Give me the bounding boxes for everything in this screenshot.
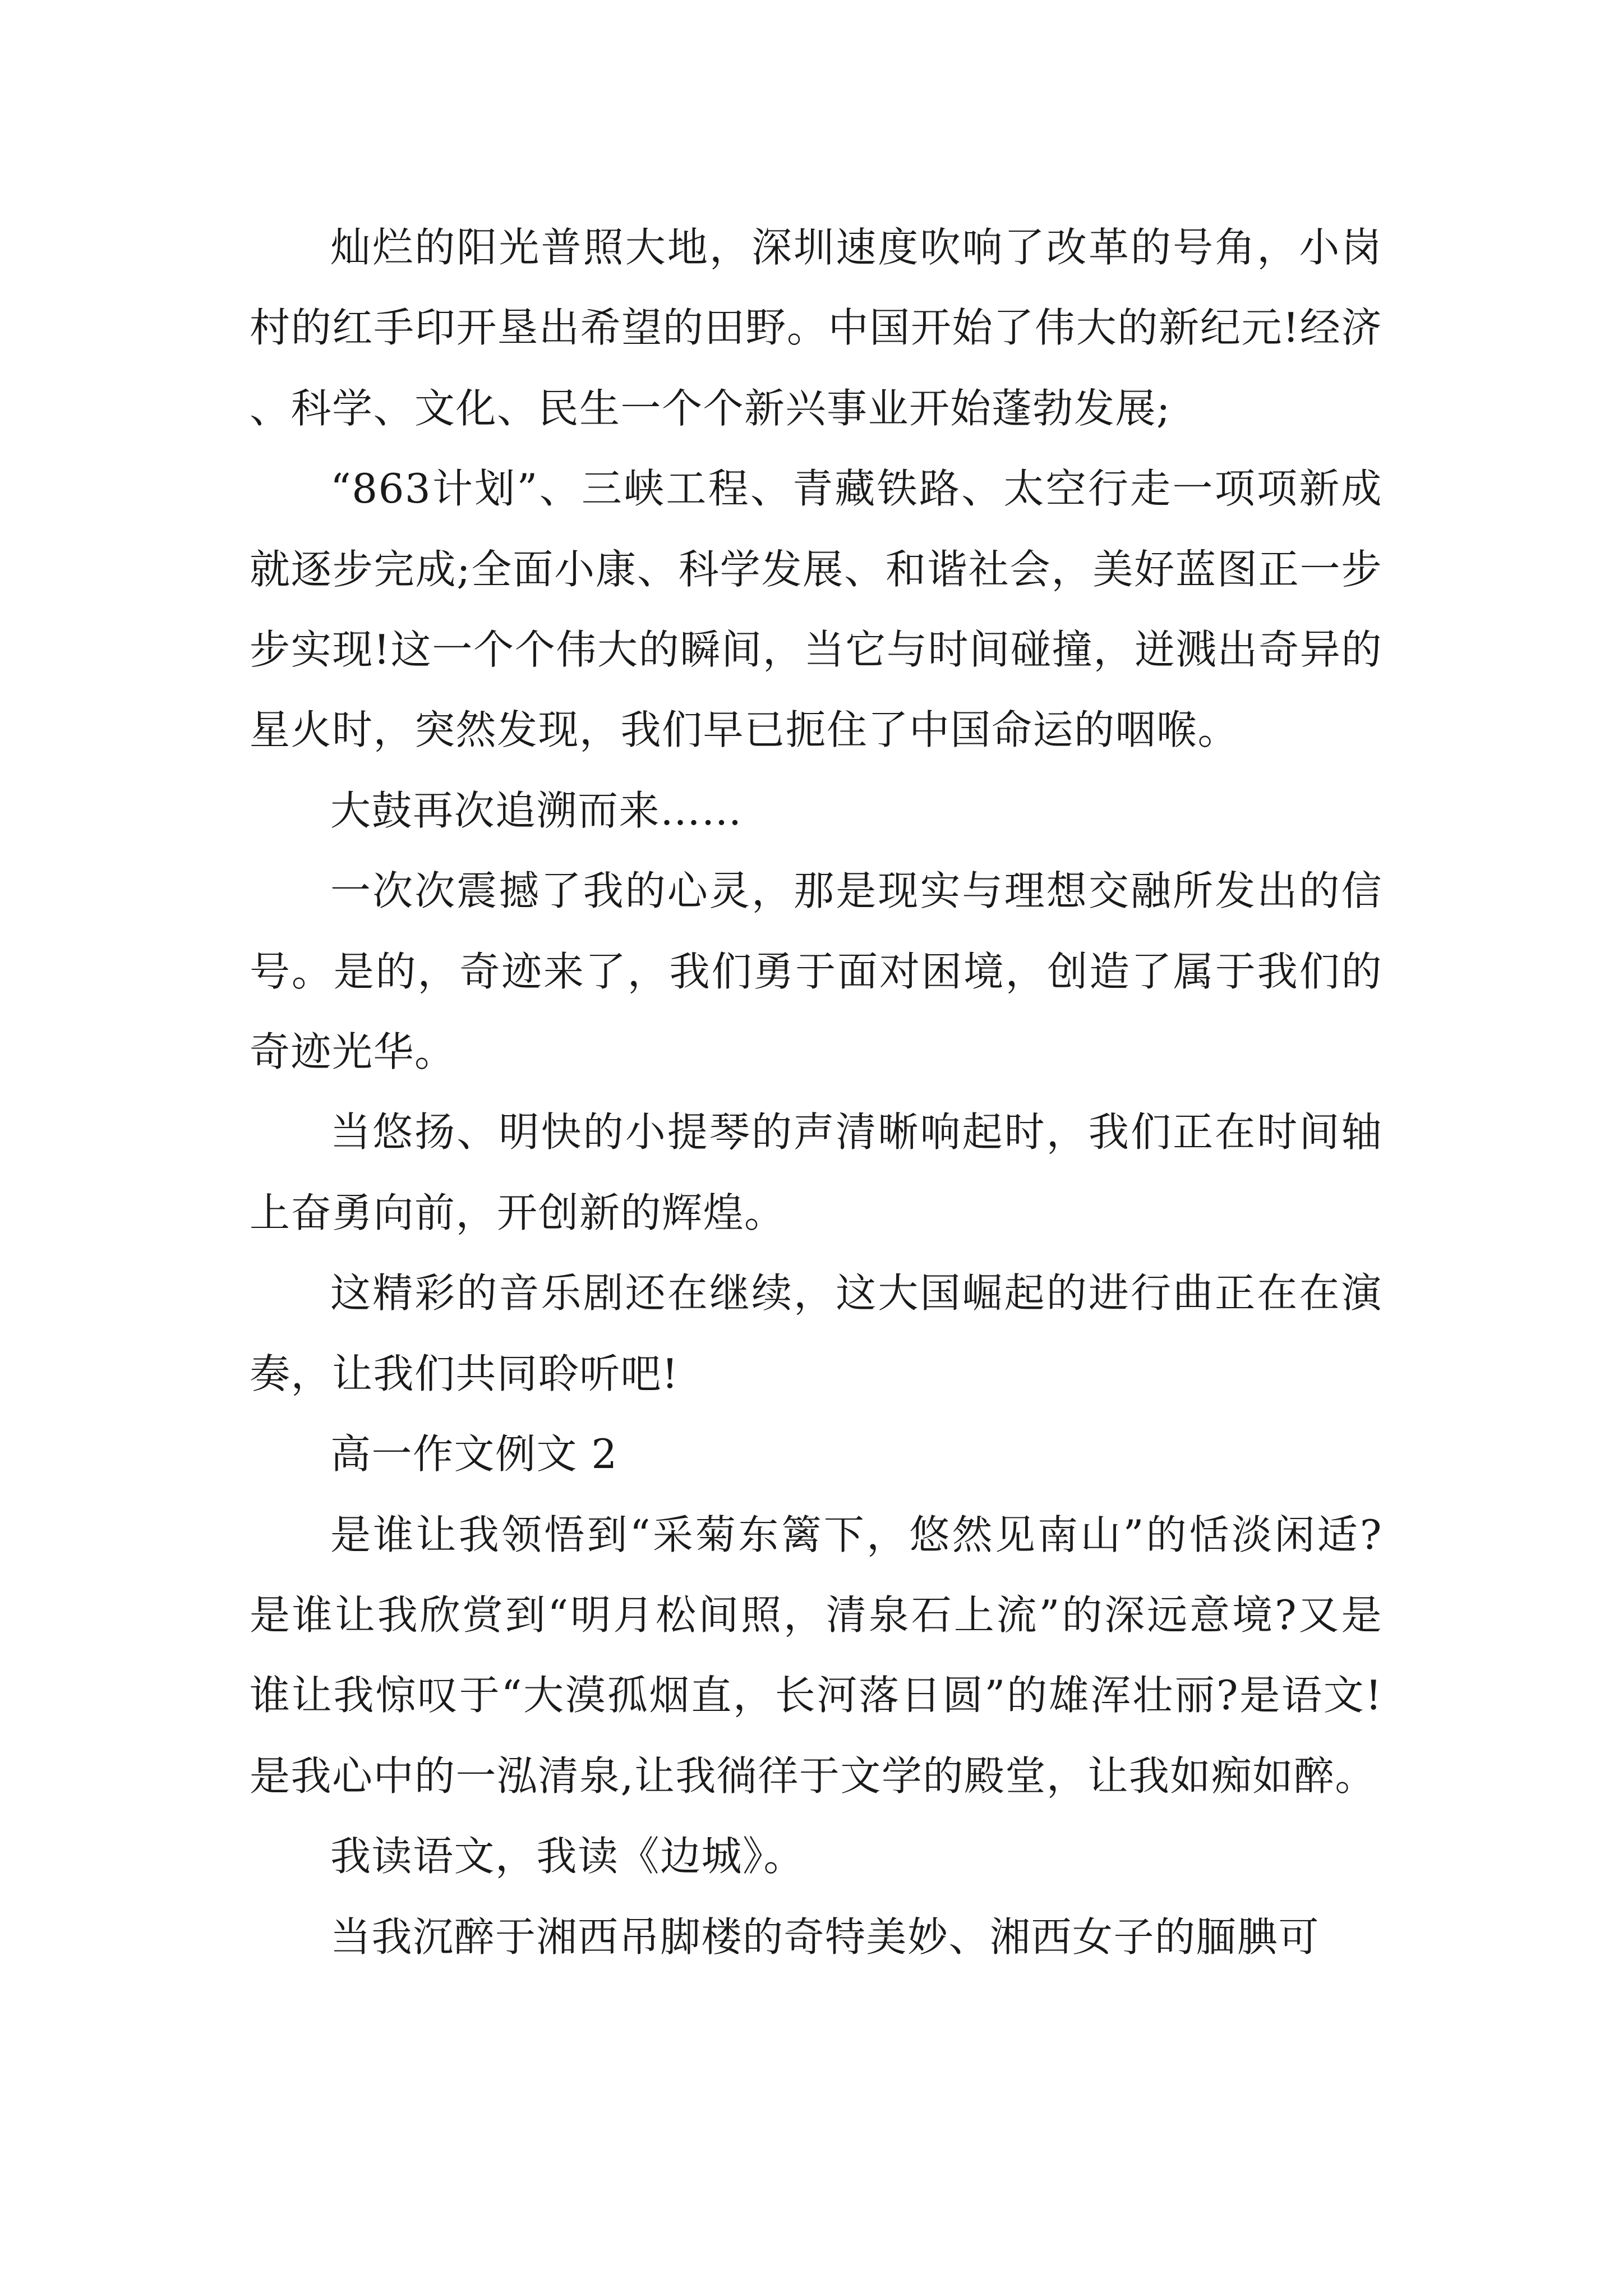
paragraph-5: 当悠扬、明快的小提琴的声清晰响起时，我们正在时间轴上奋勇向前，开创新的辉煌。 xyxy=(250,1108,1382,1236)
paragraph-9: 当我沉醉于湘西吊脚楼的奇特美妙、湘西女子的腼腆可 xyxy=(330,1913,1320,1961)
document-body xyxy=(250,208,1382,1977)
paragraph-1: 灿烂的阳光普照大地，深圳速度吹响了改革的号角，小岗村的红手印开垦出希望的田野。中国开始了伟大的新纪元!经济、科学、文化、民生一个个新兴事业开始蓬勃发展; xyxy=(250,224,1382,432)
paragraph-7: 是谁让我领悟到“采菊东篱下，悠然见南山”的恬淡闲适?是谁让我欣赏到“明月松间照，清泉石上流”的深远意境?又是谁让我惊叹于“大漠孤烟直，长河落日圆”的雄浑壮丽?是语文!是我心中的一泓清泉,让我徜徉于文学的殿堂，让我如痴如醉。 xyxy=(250,1511,1382,1800)
paragraph-8: 我读语文，我读《边城》。 xyxy=(330,1833,805,1880)
paragraph-6: 这精彩的音乐剧还在继续，这大国崛起的进行曲正在在演奏，让我们共同聆听吧! xyxy=(250,1269,1382,1397)
paragraph-3: 大鼓再次追溯而来…… xyxy=(330,786,743,834)
section-heading: 高一作文例文 2 xyxy=(330,1430,618,1478)
paragraph-2: “863计划”、三峡工程、青藏铁路、太空行走一项项新成就逐步完成;全面小康、科学发展、和谐社会，美好蓝图正一步步实现!这一个个伟大的瞬间，当它与时间碰撞，迸溅出奇异的星火时，突然发现，我们早已扼住了中国命运的咽喉。 xyxy=(250,465,1382,754)
paragraph-4: 一次次震撼了我的心灵，那是现实与理想交融所发出的信号。是的，奇迹来了，我们勇于面对困境，创造了属于我们的奇迹光华。 xyxy=(250,867,1382,1076)
